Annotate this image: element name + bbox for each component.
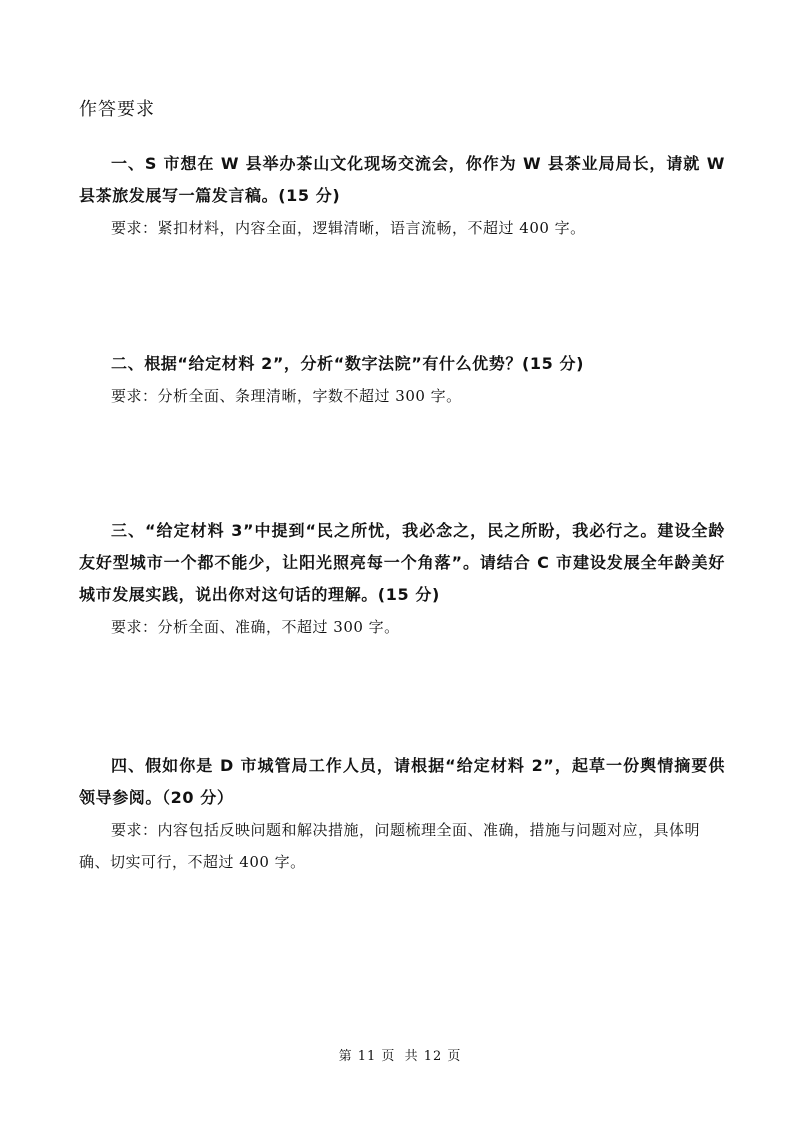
question-4-text: 四、假如你是 D 市城管局工作人员，请根据“给定材料 2”，起草一份舆情摘要供领导参阅。（20 分）: [79, 756, 725, 807]
question-2-text: 二、根据“给定材料 2”，分析“数字法院”有什么优势？(15 分): [111, 354, 585, 373]
question-1-requirement: 要求：紧扣材料，内容全面，逻辑清晰，语言流畅，不超过 400 字。: [111, 219, 586, 237]
question-3-text: 三、“给定材料 3”中提到“民之所忧，我必念之，民之所盼，我必行之。建设全龄友好型城市一个都不能少，让阳光照亮每一个角落”。请结合 C 市建设发展全年龄美好城市发展实践，说出你对这句话的理解。(15 分): [79, 521, 725, 604]
page-number: 第 11 页: [338, 1049, 396, 1064]
question-4-requirement: 要求：内容包括反映问题和解决措施，问题梳理全面、准确，措施与问题对应，具体明确、切实可行，不超过 400 字。: [79, 821, 701, 871]
page-footer: [0, 1045, 800, 1064]
question-3-requirement: 要求：分析全面、准确，不超过 300 字。: [111, 618, 400, 636]
question-4: [79, 750, 725, 878]
question-1: [79, 148, 725, 244]
question-3: [79, 515, 725, 643]
question-2-requirement: 要求：分析全面、条理清晰，字数不超过 300 字。: [111, 387, 462, 405]
page-total: 共 12 页: [404, 1049, 462, 1064]
question-1-text: 一、S 市想在 W 县举办茶山文化现场交流会，你作为 W 县茶业局局长，请就 W 县茶旅发展写一篇发言稿。(15 分): [79, 154, 725, 205]
question-2: [79, 348, 725, 412]
section-title: 作答要求: [79, 99, 155, 120]
